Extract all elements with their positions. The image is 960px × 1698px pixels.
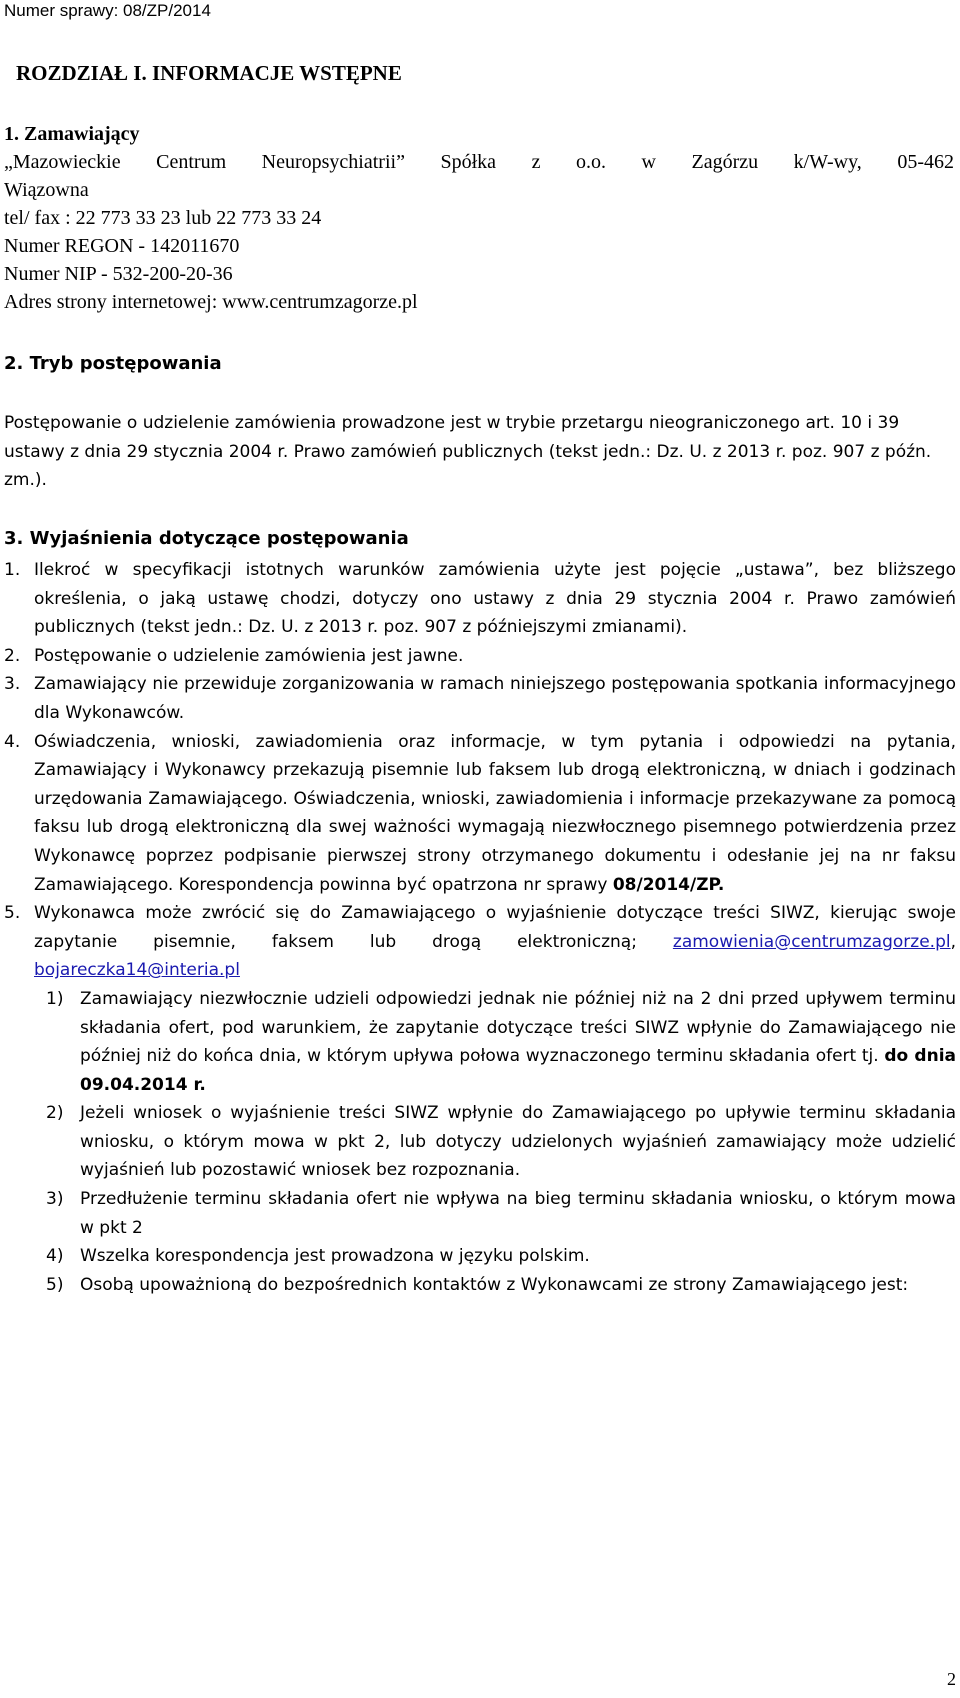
email-separator: ,	[950, 931, 956, 952]
sub-list-item-number: 2)	[46, 1103, 64, 1124]
authority-regon: Numer REGON - 142011670	[4, 235, 240, 257]
sub-list-item	[4, 1185, 956, 1242]
section-2-heading: 2. Tryb postępowania	[4, 353, 222, 374]
chapter-title: ROZDZIAŁ I. INFORMACJE WSTĘPNE	[16, 61, 402, 85]
email-link-bojareczka[interactable]: bojareczka14@interia.pl	[34, 960, 240, 981]
list-item	[4, 899, 956, 985]
list-item	[4, 728, 956, 900]
list-item-text: Zamawiający nie przewiduje zorganizowania w ramach niniejszego postępowania spotkania informacyjnego dla Wykonawców.	[34, 674, 956, 723]
authority-website: Adres strony internetowej: www.centrumzagorze.pl	[4, 291, 418, 313]
authority-location-line: Wiązowna	[4, 179, 89, 201]
authority-nip: Numer NIP - 532-200-20-36	[4, 263, 233, 285]
page-number: 2	[947, 1669, 956, 1689]
list-item-text: Postępowanie o udzielenie zamówienia jest jawne.	[34, 645, 464, 666]
sub-list-item-number: 3)	[46, 1189, 64, 1210]
list-item-text: Ilekroć w specyfikacji istotnych warunków zamówienia użyte jest pojęcie „ustawa”, bez bliższego określenia, o jaką ustawę chodzi, dotyczy ono ustawy z dnia 29 stycznia 2004 r. Prawo zamówień publicznych (tekst jedn.: Dz. U. z 2013 r. poz. 907 z późniejszymi zmianami).	[34, 560, 956, 638]
sub-list-item-number: 5)	[46, 1274, 64, 1295]
section-2-body: Postępowanie o udzielenie zamówienia prowadzone jest w trybie przetargu nieograniczonego art. 10 i 39 ustawy z dnia 29 stycznia 2004 r. Prawo zamówień publicznych (tekst jedn.: Dz. U. z 2013 r. poz. 907 z późn. zm.).	[4, 413, 932, 490]
sub-list-item-text: Osobą upoważnioną do bezpośrednich kontaktów z Wykonawcami ze strony Zamawiającego jest:	[80, 1274, 909, 1295]
section-3-body	[4, 556, 956, 1299]
authority-name-line: „Mazowieckie Centrum Neuropsychiatrii” Spółka z o.o. w Zagórzu k/W-wy, 05-462	[4, 151, 954, 173]
sub-list-item	[4, 1099, 956, 1185]
list-item	[4, 670, 956, 727]
list-item	[4, 642, 956, 671]
case-number-header: Numer sprawy: 08/ZP/2014	[4, 1, 211, 20]
sub-list-item-number: 4)	[46, 1246, 64, 1267]
list-item-number: 2.	[4, 645, 21, 666]
sub-list-item-text: Przedłużenie terminu składania ofert nie wpływa na bieg terminu składania wniosku, o którym mowa w pkt 2	[80, 1189, 956, 1238]
list-item-number: 1.	[4, 560, 21, 580]
list-item	[4, 556, 956, 642]
list-item-number: 5.	[4, 903, 21, 924]
list-item-number: 3.	[4, 674, 21, 695]
sub-list-item-number: 1)	[46, 988, 64, 1009]
list-item-text: Oświadczenia, wnioski, zawiadomienia oraz informacje, w tym pytania i odpowiedzi na pytania, Zamawiający i Wykonawcy przekazują pisemnie lub faksem lub drogą elektroniczną, w dniach i godzinach urzędowania Zamawiającego. Oświadczenia, wnioski, zawiadomienia i informacje przekazywane za pomocą faksu lub drogą elektroniczną dla swej ważności wymagają niezwłocznego pisemnego potwierdzenia przez Wykonawcę poprzez podpisanie pierwszej strony otrzymanego dokumentu i odesłanie jej na nr faksu Zamawiającego. Korespondencja powinna być opatrzona nr sprawy	[34, 731, 956, 895]
section-1-heading: 1. Zamawiający	[4, 123, 140, 145]
sub-list-item-text: Wszelka korespondencja jest prowadzona w języku polskim.	[80, 1246, 590, 1267]
sub-list-item	[4, 1271, 956, 1300]
case-reference: 08/2014/ZP.	[612, 874, 725, 895]
section-contracting-authority	[4, 120, 954, 316]
sub-list-item-text: Zamawiający niezwłocznie udzieli odpowiedzi jednak nie później niż na 2 dni przed upływem terminu składania ofert, pod warunkiem, że zapytanie dotyczące treści SIWZ wpłynie do Zamawiającego nie później niż do końca dnia, w którym upływa połowa wyznaczonego terminu składania ofert tj.	[80, 988, 956, 1067]
sub-list-item-text: Jeżeli wniosek o wyjaśnienie treści SIWZ wpłynie do Zamawiającego po upływie terminu składania wniosku, o którym mowa w pkt 2, lub dotyczy udzielonych wyjaśnień zamawiający może udzielić wyjaśnień lub pozostawić wniosek bez rozpoznania.	[80, 1103, 956, 1181]
authority-phone: tel/ fax : 22 773 33 23 lub 22 773 33 24	[4, 207, 322, 229]
deadline-date: do dnia 09.04.2014 r.	[80, 1046, 956, 1095]
list-item-text: Wykonawca może zwrócić się do Zamawiającego o wyjaśnienie dotyczące treści SIWZ, kierując swoje zapytanie pisemnie, faksem lub drogą elektroniczną;	[34, 903, 956, 952]
section-3-heading: 3. Wyjaśnienia dotyczące postępowania	[4, 528, 409, 549]
sub-list-item	[4, 1242, 956, 1271]
list-item-number: 4.	[4, 731, 21, 752]
sub-list-item	[4, 985, 956, 1099]
email-link-zamowienia[interactable]: zamowienia@centrumzagorze.pl	[672, 931, 951, 952]
